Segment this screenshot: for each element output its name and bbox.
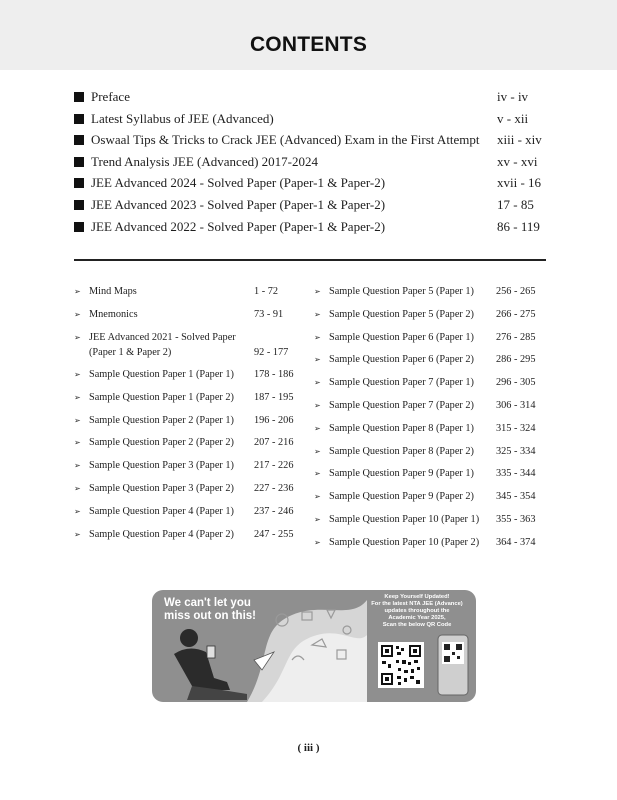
list-item[interactable] <box>314 398 546 421</box>
item-label: Sample Question Paper 10 (Paper 2) <box>329 536 480 548</box>
square-bullet-icon <box>74 222 84 232</box>
item-pages: 276 - 285 <box>496 331 536 343</box>
toc-pages: 17 - 85 <box>497 196 534 212</box>
item-pages: 325 - 334 <box>496 445 536 457</box>
arrow-bullet-icon: ➢ <box>314 332 321 342</box>
arrow-bullet-icon: ➢ <box>74 309 81 319</box>
item-label: Sample Question Paper 7 (Paper 1) <box>329 377 474 389</box>
item-label: Sample Question Paper 7 (Paper 2) <box>329 399 474 411</box>
list-item[interactable] <box>74 367 304 390</box>
toc-pages: 86 - 119 <box>497 218 540 234</box>
item-label: Sample Question Paper 4 (Paper 1) <box>89 505 234 517</box>
list-item[interactable] <box>74 307 304 330</box>
arrow-bullet-icon: ➢ <box>314 446 321 456</box>
banner-qr-caption <box>364 594 470 629</box>
item-label: Sample Question Paper 5 (Paper 2) <box>329 308 474 320</box>
arrow-bullet-icon: ➢ <box>314 355 321 365</box>
item-label: Sample Question Paper 4 (Paper 2) <box>89 528 234 540</box>
arrow-bullet-icon: ➢ <box>314 400 321 410</box>
list-item[interactable] <box>314 284 546 307</box>
page-title: CONTENTS <box>249 33 368 56</box>
square-bullet-icon <box>74 178 84 188</box>
item-label: Sample Question Paper 1 (Paper 1) <box>89 369 234 381</box>
list-item[interactable] <box>314 535 546 558</box>
arrow-bullet-icon: ➢ <box>314 423 321 433</box>
item-label: Sample Question Paper 6 (Paper 2) <box>329 354 474 366</box>
arrow-bullet-icon: ➢ <box>74 506 81 516</box>
toc-row[interactable] <box>74 216 546 238</box>
arrow-bullet-icon: ➢ <box>74 415 81 425</box>
list-item[interactable] <box>74 481 304 504</box>
toc-label: Latest Syllabus of JEE (Advanced) <box>91 110 274 126</box>
list-item[interactable] <box>314 512 546 535</box>
toc-pages: iv - iv <box>497 89 529 104</box>
list-item[interactable] <box>74 458 304 481</box>
arrow-bullet-icon: ➢ <box>74 484 81 494</box>
list-item[interactable] <box>314 444 546 467</box>
caption-line: updates throughout the <box>384 608 450 614</box>
qr-promo-banner[interactable] <box>152 590 476 702</box>
item-label: Sample Question Paper 8 (Paper 1) <box>329 422 474 434</box>
list-item[interactable] <box>314 352 546 375</box>
item-pages: 227 - 236 <box>254 483 294 495</box>
list-item[interactable] <box>314 489 546 512</box>
arrow-bullet-icon: ➢ <box>74 392 81 402</box>
arrow-bullet-icon: ➢ <box>74 529 81 539</box>
item-pages: 196 - 206 <box>254 414 294 426</box>
item-pages: 315 - 324 <box>496 422 536 434</box>
toc-row[interactable] <box>74 129 546 151</box>
banner-headline-line: We can't let you <box>164 597 251 609</box>
item-pages: 266 - 275 <box>496 308 536 320</box>
item-label: Sample Question Paper 3 (Paper 2) <box>89 483 234 495</box>
item-pages: 217 - 226 <box>254 460 294 472</box>
toc-row[interactable] <box>74 108 546 130</box>
banner-headline <box>164 597 256 623</box>
square-bullet-icon <box>74 92 84 102</box>
item-label: Sample Question Paper 2 (Paper 2) <box>89 437 234 449</box>
item-label: Mind Maps <box>89 286 137 297</box>
list-item[interactable] <box>314 307 546 330</box>
item-pages: 306 - 314 <box>496 399 536 411</box>
item-label: Sample Question Paper 9 (Paper 1) <box>329 468 474 480</box>
arrow-bullet-icon: ➢ <box>314 492 321 502</box>
item-label: Sample Question Paper 3 (Paper 1) <box>89 460 234 472</box>
item-label: JEE Advanced 2021 - Solved Paper <box>89 331 236 343</box>
toc-pages: xvii - 16 <box>497 175 542 191</box>
item-pages: 335 - 344 <box>496 468 536 480</box>
item-pages: 237 - 246 <box>254 505 294 517</box>
item-label: Sample Question Paper 9 (Paper 2) <box>329 491 474 503</box>
list-item[interactable] <box>314 330 546 353</box>
square-bullet-icon <box>74 114 84 124</box>
list-item[interactable] <box>74 390 304 413</box>
item-label: Sample Question Paper 8 (Paper 2) <box>329 445 474 457</box>
list-item[interactable] <box>74 435 304 458</box>
list-item[interactable] <box>314 466 546 489</box>
toc-label: JEE Advanced 2022 - Solved Paper (Paper-1 & Paper-2) <box>91 218 386 234</box>
header-band <box>0 0 617 70</box>
list-item[interactable] <box>314 375 546 398</box>
caption-line: Scan the below QR Code <box>382 622 452 628</box>
toc-label: Trend Analysis JEE (Advanced) 2017-2024 <box>91 153 318 169</box>
toc-row[interactable] <box>74 151 546 173</box>
toc-pages: xiii - xiv <box>497 132 542 148</box>
item-pages: 256 - 265 <box>496 286 536 297</box>
item-label: Sample Question Paper 1 (Paper 2) <box>89 391 234 403</box>
item-pages: 345 - 354 <box>496 491 536 503</box>
arrow-bullet-icon: ➢ <box>314 309 321 319</box>
toc-label: JEE Advanced 2023 - Solved Paper (Paper-1 & Paper-2) <box>91 196 386 212</box>
item-pages: 187 - 195 <box>254 391 294 403</box>
arrow-bullet-icon: ➢ <box>74 287 81 296</box>
item-pages: 247 - 255 <box>254 528 294 540</box>
contents-left-column <box>74 284 304 549</box>
arrow-bullet-icon: ➢ <box>314 469 321 479</box>
toc-label: JEE Advanced 2024 - Solved Paper (Paper-1 & Paper-2) <box>91 175 386 191</box>
item-label: Sample Question Paper 6 (Paper 1) <box>329 331 474 343</box>
square-bullet-icon <box>74 200 84 210</box>
list-item[interactable] <box>74 527 304 550</box>
item-pages: 296 - 305 <box>496 377 536 389</box>
arrow-bullet-icon: ➢ <box>74 461 81 471</box>
toc-main <box>74 86 546 237</box>
list-item[interactable] <box>74 504 304 527</box>
arrow-bullet-icon: ➢ <box>314 537 321 547</box>
section-divider <box>74 259 546 261</box>
banner-headline-line: miss out on this! <box>164 610 256 622</box>
toc-label: Preface <box>91 89 130 104</box>
caption-line: Keep Yourself Updated! <box>384 594 450 600</box>
arrow-bullet-icon: ➢ <box>74 332 81 342</box>
item-pages: 286 - 295 <box>496 354 536 366</box>
square-bullet-icon <box>74 157 84 167</box>
item-label: Sample Question Paper 5 (Paper 1) <box>329 286 474 297</box>
item-pages: 178 - 186 <box>254 369 294 381</box>
caption-line: Academic Year 2025, <box>388 615 446 621</box>
square-bullet-icon <box>74 135 84 145</box>
toc-pages: v - xii <box>497 110 529 126</box>
list-item[interactable] <box>314 421 546 444</box>
list-item[interactable] <box>74 330 304 368</box>
item-label-line2: (Paper 1 & Paper 2) <box>89 346 172 358</box>
toc-label: Oswaal Tips & Tricks to Crack JEE (Advanced) Exam in the First Attempt <box>91 132 480 148</box>
item-label: Sample Question Paper 10 (Paper 1) <box>329 513 480 525</box>
contents-right-column <box>314 284 546 558</box>
page-number: ( iii ) <box>297 742 320 754</box>
toc-row[interactable] <box>74 172 546 194</box>
arrow-bullet-icon: ➢ <box>314 287 321 296</box>
list-item[interactable] <box>74 413 304 436</box>
item-pages: 92 - 177 <box>254 346 289 358</box>
caption-line: For the latest NTA JEE (Advance) <box>371 601 463 607</box>
list-item[interactable] <box>74 284 304 307</box>
item-pages: 73 - 91 <box>254 308 284 320</box>
item-pages: 355 - 363 <box>496 513 536 525</box>
arrow-bullet-icon: ➢ <box>74 438 81 448</box>
item-pages: 207 - 216 <box>254 437 294 449</box>
arrow-bullet-icon: ➢ <box>314 378 321 388</box>
arrow-bullet-icon: ➢ <box>74 370 81 380</box>
toc-row[interactable] <box>74 194 546 216</box>
item-pages: 1 - 72 <box>254 286 279 297</box>
toc-pages: xv - xvi <box>497 153 538 169</box>
item-label: Sample Question Paper 2 (Paper 1) <box>89 414 234 426</box>
item-pages: 364 - 374 <box>496 536 536 548</box>
arrow-bullet-icon: ➢ <box>314 514 321 524</box>
toc-row[interactable] <box>74 86 546 108</box>
item-label: Mnemonics <box>89 308 138 320</box>
